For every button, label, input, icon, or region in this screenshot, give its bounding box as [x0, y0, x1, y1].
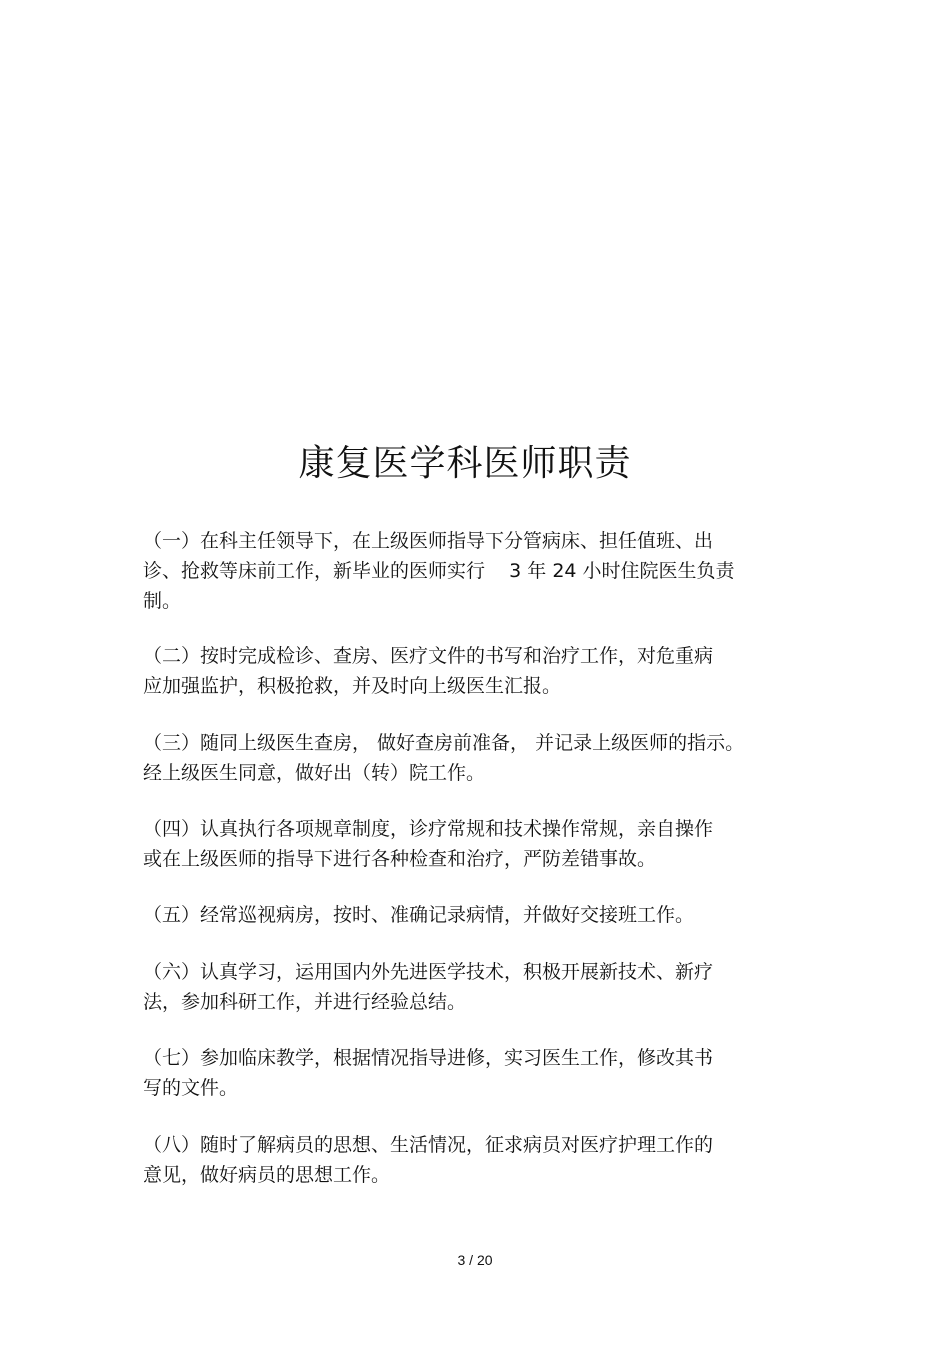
paragraph-line: 法，参加科研工作，并进行经验总结。: [143, 991, 467, 1013]
paragraph-line: 应加强监护，积极抢救，并及时向上级医生汇报。: [143, 675, 562, 697]
paragraph-line: 经上级医生同意，做好出（转）院工作。: [143, 762, 486, 784]
duty-paragraph-6: [143, 957, 803, 1017]
paragraph-line: 制。: [143, 590, 182, 612]
paragraph-line: （二）按时完成检诊、查房、医疗文件的书写和治疗工作，对危重病: [143, 645, 714, 667]
duty-paragraph-2: [143, 641, 803, 701]
paragraph-line: （三）随同上级医生查房， 做好查房前准备， 并记录上级医师的指示。: [143, 732, 745, 754]
duty-paragraph-5: [143, 900, 803, 930]
paragraph-line: （一）在科主任领导下，在上级医师指导下分管病床、担任值班、出: [143, 530, 714, 552]
paragraph-line: （四）认真执行各项规章制度，诊疗常规和技术操作常规，亲自操作: [143, 818, 714, 840]
paragraph-line: （五）经常巡视病房，按时、准确记录病情，并做好交接班工作。: [143, 904, 695, 926]
paragraph-line: 意见，做好病员的思想工作。: [143, 1164, 391, 1186]
duty-paragraph-8: [143, 1130, 803, 1190]
duty-paragraph-7: [143, 1043, 803, 1103]
paragraph-line: （八）随时了解病员的思想、生活情况，征求病员对医疗护理工作的: [143, 1134, 714, 1156]
paragraph-line: 诊、抢救等床前工作，新毕业的医师实行 3 年 24 小时住院医生负责: [143, 560, 735, 582]
page-title: 康复医学科医师职责: [298, 443, 632, 485]
paragraph-line: 或在上级医师的指导下进行各种检查和治疗，严防差错事故。: [143, 848, 657, 870]
paragraph-line: 写的文件。: [143, 1077, 239, 1099]
paragraph-line: （六）认真学习，运用国内外先进医学技术，积极开展新技术、新疗: [143, 961, 714, 983]
duty-paragraph-3: [143, 728, 803, 788]
paragraph-line: （七）参加临床教学，根据情况指导进修，实习医生工作，修改其书: [143, 1047, 714, 1069]
duty-paragraph-4: [143, 814, 803, 874]
page-number: 3 / 20: [457, 1252, 493, 1268]
duty-paragraph-1: [143, 526, 803, 616]
